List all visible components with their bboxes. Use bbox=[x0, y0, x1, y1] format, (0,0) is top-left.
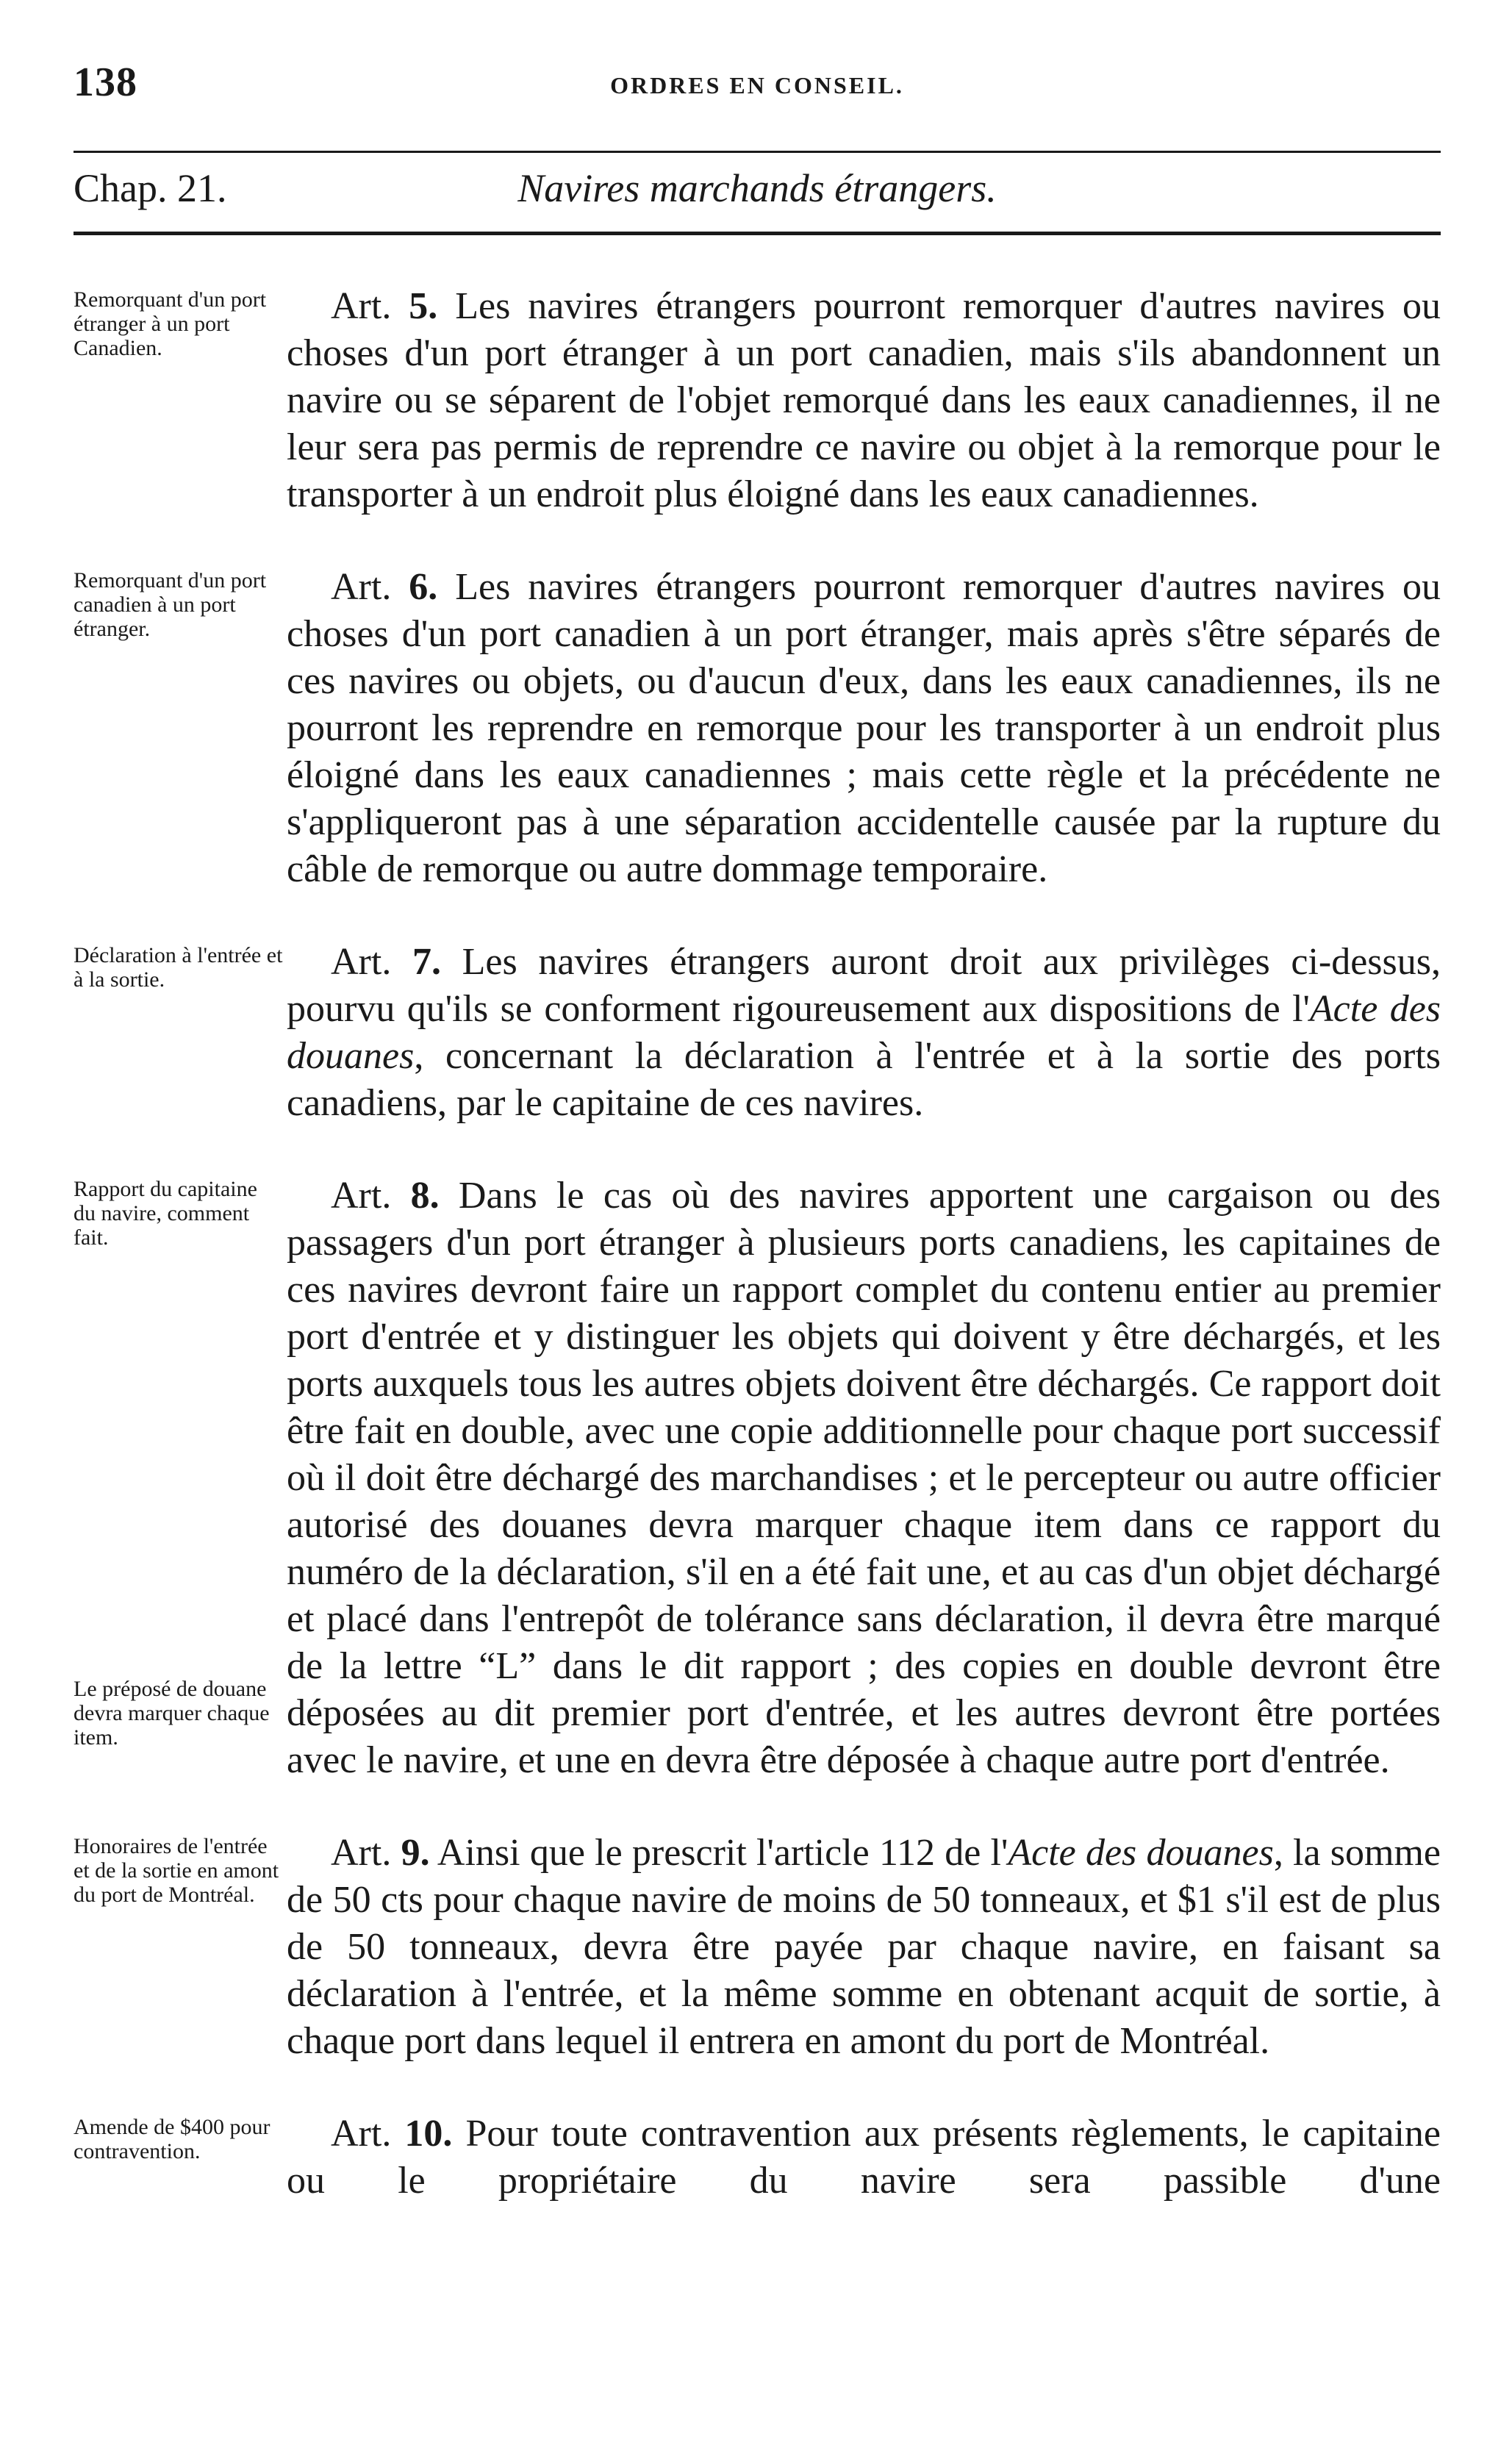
chapter-rule bbox=[74, 232, 1441, 235]
margin-note: Honoraires de l'entrée et de la sortie en amont du port de Montréal. bbox=[74, 1834, 279, 1907]
article-number: 10. bbox=[404, 2113, 453, 2155]
article-text: Les navires étrangers pourront remorquer d'autres navires ou choses d'un port étranger à un port canadien, mais s'ils abandonnent un navire ou se séparent de l'objet remorqué dans les eaux canadiennes, il ne leur sera pas permis de reprendre ce navire ou objet à la remorque pour le transporter à un endroit plus éloigné dans les eaux canadiennes. bbox=[287, 285, 1441, 515]
article-7 bbox=[74, 939, 1441, 1127]
article-5 bbox=[74, 283, 1441, 518]
chapter-heading bbox=[74, 165, 1441, 217]
article-body bbox=[287, 1172, 1441, 1784]
page-header bbox=[74, 51, 1441, 110]
act-title: Acte des douanes bbox=[287, 988, 1441, 1077]
margin-note: Amende de $400 pour contravention. bbox=[74, 2115, 270, 2163]
article-number: 5. bbox=[409, 285, 438, 327]
article-10 bbox=[74, 2110, 1441, 2205]
article-text: Les navires étrangers auront droit aux privilèges ci-dessus, pourvu qu'ils se conforment rigoureusement aux dispositions de l' bbox=[287, 941, 1441, 1030]
article-body bbox=[287, 283, 1441, 518]
article-9 bbox=[74, 1830, 1441, 2065]
article-body bbox=[287, 2110, 1441, 2205]
article-text-continued: , la somme de 50 cts pour chaque navire de moins de 50 tonneaux, et $1 s'il est de plus de 50 tonneaux, devra être payée par chaque navire, en faisant sa déclaration à l'entrée, et la même somme en obtenant acquit de sortie, à chaque port dans lequel il entrera en amont du port de Montréal. bbox=[287, 1832, 1441, 2062]
article-label: Art. bbox=[331, 1175, 392, 1217]
article-number: 8. bbox=[410, 1175, 440, 1217]
article-label: Art. bbox=[331, 566, 392, 608]
article-text: Ainsi que le prescrit l'article 112 de l' bbox=[437, 1832, 1008, 1874]
margin-note: Déclaration à l'entrée et à la sortie. bbox=[74, 943, 283, 992]
article-6 bbox=[74, 564, 1441, 893]
article-text: Dans le cas où des navires apportent une cargaison ou des passagers d'un port étranger à plusieurs ports canadiens, les capitaines de ces navires devront faire un rapport complet du contenu entier au premier port d'entrée et y distinguer les objets qui doivent y être déchargés, et les ports auxquels tous les autres objets doivent être déchargés. Ce rapport doit être fait en double, avec une copie additionnelle pour chaque port successif où il doit être déchargé des marchandises ; et le percepteur ou autre officier autorisé des douanes devra marquer chaque item dans ce rapport du numéro de la déclaration, s'il en a été fait une, et au cas d'un objet déchargé et placé dans l'entrepôt de tolérance sans déclaration, il devra être marqué de la lettre “L” dans le dit rapport ; des copies en double devront être déposées au dit premier port d'entrée, et les autres devront être portées avec le navire, et une en devra être déposée à chaque autre port d'entrée. bbox=[287, 1175, 1441, 1781]
article-body bbox=[287, 564, 1441, 893]
articles-list bbox=[74, 283, 1441, 2250]
article-label: Art. bbox=[331, 2113, 392, 2155]
article-text-continued: , concernant la déclaration à l'entrée et à la sortie des ports canadiens, par le capitaine de ces navires. bbox=[287, 1035, 1441, 1124]
article-label: Art. bbox=[331, 941, 392, 983]
margin-note-secondary: Le préposé de douane devra marquer chaque item. bbox=[74, 1677, 270, 1750]
margin-note: Remorquant d'un port canadien à un port étranger. bbox=[74, 568, 267, 641]
page-number: 138 bbox=[74, 60, 137, 105]
header-rule bbox=[74, 151, 1441, 153]
article-number: 9. bbox=[401, 1832, 430, 1874]
article-text: Les navires étrangers pourront remorquer d'autres navires ou choses d'un port canadien à un port étranger, mais après s'être séparés de ces navires ou objets, ou d'aucun d'eux, dans les eaux canadiennes, ils ne pourront les reprendre en remorque pour les transporter à un endroit plus éloigné dans les eaux canadiennes ; mais cette règle et la précédente ne s'appliqueront pas à une séparation accidentelle causée par la rupture du câble de remorque ou autre dommage temporaire. bbox=[287, 566, 1441, 890]
article-body bbox=[287, 939, 1441, 1127]
article-text: Pour toute contravention aux présents règlements, le capitaine ou le propriétaire du navire sera passible d'une bbox=[287, 2113, 1441, 2202]
article-number: 7. bbox=[412, 941, 441, 983]
article-8 bbox=[74, 1172, 1441, 1784]
article-label: Art. bbox=[331, 285, 392, 327]
chapter-label: Chap. 21. bbox=[74, 166, 227, 210]
margin-note: Remorquant d'un port étranger à un port Canadien. bbox=[74, 287, 267, 360]
act-title: Acte des douanes bbox=[1008, 1832, 1274, 1874]
chapter-title: Navires marchands étrangers. bbox=[517, 166, 997, 210]
running-title: ORDRES EN CONSEIL. bbox=[610, 72, 904, 99]
article-label: Art. bbox=[331, 1832, 392, 1874]
article-number: 6. bbox=[409, 566, 438, 608]
article-body bbox=[287, 1830, 1441, 2065]
margin-note: Rapport du capitaine du navire, comment fait. bbox=[74, 1177, 257, 1250]
